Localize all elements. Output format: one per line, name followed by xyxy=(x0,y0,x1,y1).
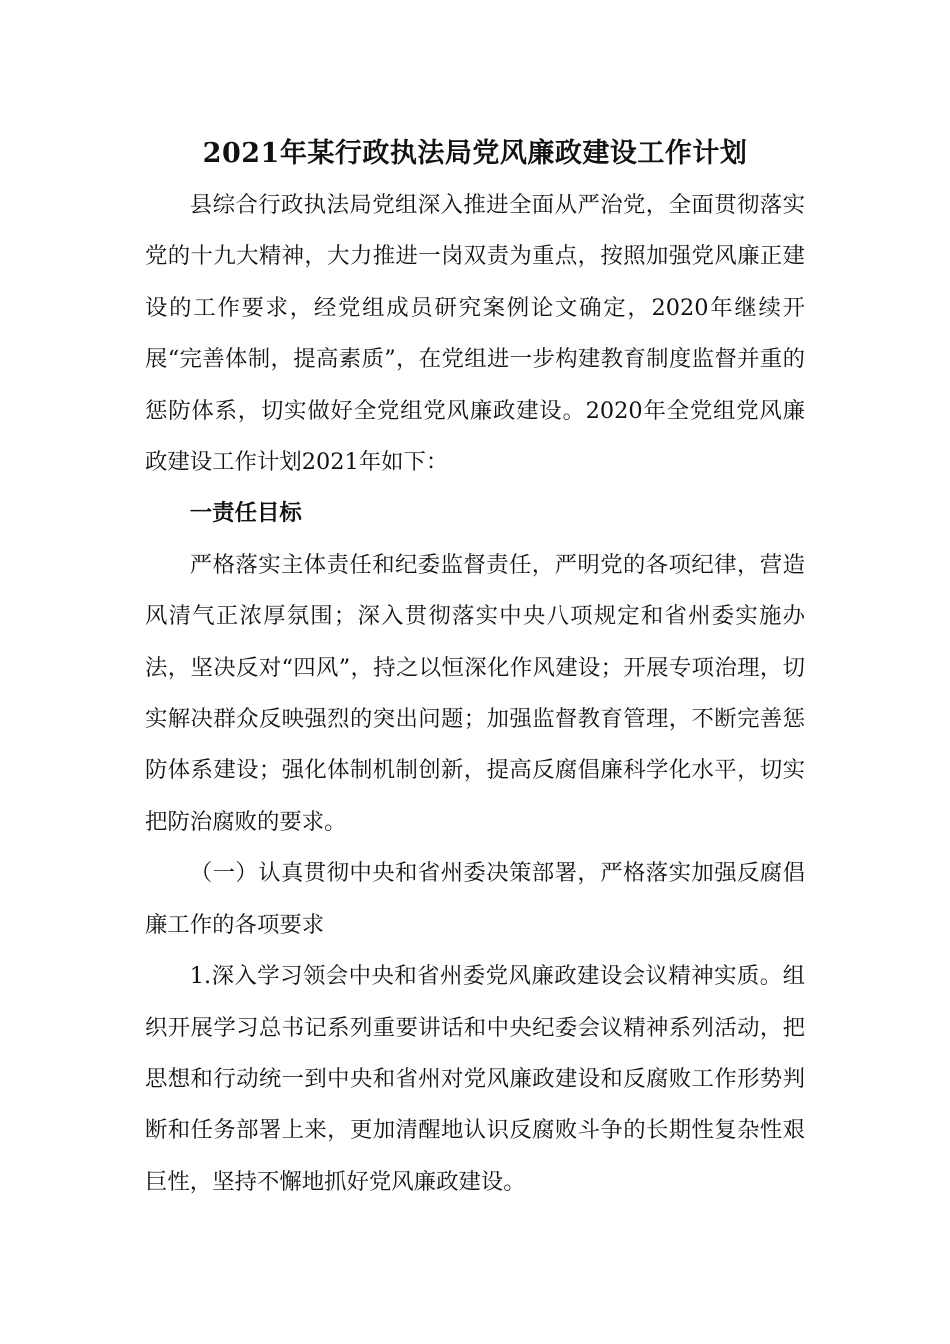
section-body-responsibility-goals: 严格落实主体责任和纪委监督责任，严明党的各项纪律，营造风清气正浓厚氛围；深入贯彻落实中央八项规定和省州委实施办法，坚决反对“四风”，持之以恒深化作风建设；开展专项治理，切实解决群众反映强烈的突出问题；加强监督教育管理，不断完善惩防体系建设；强化体制机制创新，提高反腐倡廉科学化水平，切实把防治腐败的要求。 xyxy=(145,551,805,835)
section-heading-responsibility-goals: 一责任目标 xyxy=(189,500,302,527)
list-item-1: 1.深入学习领会中央和省州委党风廉政建设会议精神实质。组织开展学习总书记系列重要讲话和中央纪委会议精神系列活动，把思想和行动统一到中央和省州对党风廉政建设和反腐败工作形势判断和任务部署上来，更加清醒地认识反腐败斗争的长期性复杂性艰巨性，坚持不懈地抓好党风廉政建设。 xyxy=(145,963,805,1195)
intro-paragraph: 县综合行政执法局党组深入推进全面从严治党，全面贯彻落实党的十九大精神，大力推进一岗双责为重点，按照加强党风廉正建设的工作要求，经党组成员研究案例论文确定，2020年继续开展“完善体制，提高素质”，在党组进一步构建教育制度监督并重的惩防体系，切实做好全党组党风廉政建设。2020年全党组党风廉政建设工作计划2021年如下： xyxy=(145,192,805,476)
document-title: 2021年某行政执法局党风廉政建设工作计划 xyxy=(202,138,748,169)
subsection-heading-1: （一）认真贯彻中央和省州委决策部署，严格落实加强反腐倡廉工作的各项要求 xyxy=(145,860,805,938)
document-page xyxy=(145,130,805,1208)
